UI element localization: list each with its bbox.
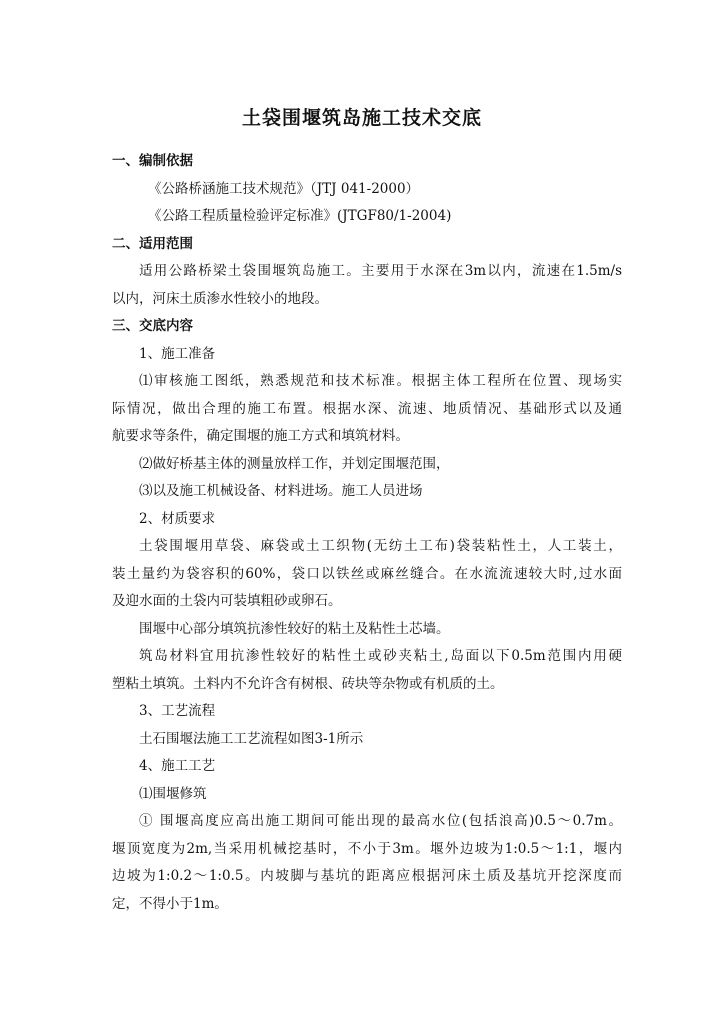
preparation-item-2: ⑵做好桥基主体的测量放样工作，并划定围堰范围， [139,455,450,472]
materials-core-wall-line: 围堰中心部分填筑抗渗性较好的粘土及粘性土芯墙。 [139,620,450,637]
document-title: 土袋围堰筑岛施工技术交底 [241,107,482,129]
subsection-heading-materials: 2、材质要求 [139,510,216,527]
section-heading-scope: 二、适用范围 [112,235,193,252]
materials-island-paragraph-line: 塑粘土填筑。土料内不允许含有树根、砖块等杂物或有机质的土。 [112,675,504,692]
preparation-paragraph-line: 航要求等条件，确定围堰的施工方式和填筑材料。 [112,428,409,444]
preparation-paragraph-line: ⑴审核施工图纸，熟悉规范和技术标准。根据主体工程所在位置、现场实 [139,373,622,389]
section-heading-content: 三、交底内容 [112,318,193,334]
preparation-item-3: ⑶以及施工机械设备、材料进场。施工人员进场 [139,483,423,499]
cofferdam-paragraph-line: 堰顶宽度为2m,当采用机械挖基时，不小于3m。堰外边坡为1:0.5～1:1，堰内 [112,840,622,857]
section-heading-basis: 一、编制依据 [112,153,193,169]
reference-standard-2: 《公路工程质量检验评定标准》(JTGF80/1-2004) [148,208,452,224]
construction-sub-heading-cofferdam: ⑴围堰修筑 [139,785,207,802]
cofferdam-paragraph-line: ① 围堰高度应高出施工期间可能出现的最高水位(包括浪高)0.5～0.7m。 [139,813,622,829]
preparation-paragraph-line: 际情况，做出合理的施工布置。根据水深、流速、地质情况、基础形式以及通 [112,400,622,417]
cofferdam-paragraph-line: 定，不得小于1m。 [112,895,228,912]
scope-paragraph-line: 以内，河床土质渗水性较小的地段。 [112,290,328,307]
subsection-heading-process-flow: 3、工艺流程 [139,703,216,719]
cofferdam-paragraph-line: 边坡为1:0.2～1:0.5。内坡脚与基坑的距离应根据河床土质及基坑开挖深度而 [112,868,622,884]
materials-paragraph-line: 土袋围堰用草袋、麻袋或土工织物(无纺土工布)袋装粘性土，人工装土， [139,538,622,554]
materials-island-paragraph-line: 筑岛材料宜用抗渗性较好的粘性土或砂夹粘土,岛面以下0.5m范围内用硬 [139,648,622,664]
subsection-heading-preparation: 1、施工准备 [139,345,216,362]
scope-paragraph-line: 适用公路桥梁土袋围堰筑岛施工。主要用于水深在3m以内，流速在1.5m/s [139,263,622,279]
process-flow-line: 土石围堰法施工工艺流程如图3-1所示 [139,730,364,747]
materials-paragraph-line: 装土量约为袋容积的60%，袋口以铁丝或麻丝缝合。在水流流速较大时,过水面 [112,565,622,582]
materials-paragraph-line: 及迎水面的土袋内可装填粗砂或卵石。 [112,593,342,609]
document-body [112,148,622,918]
subsection-heading-construction: 4、施工工艺 [139,758,216,774]
reference-standard-1: 《公路桥涵施工技术规范》（JTJ 041-2000） [148,180,420,197]
